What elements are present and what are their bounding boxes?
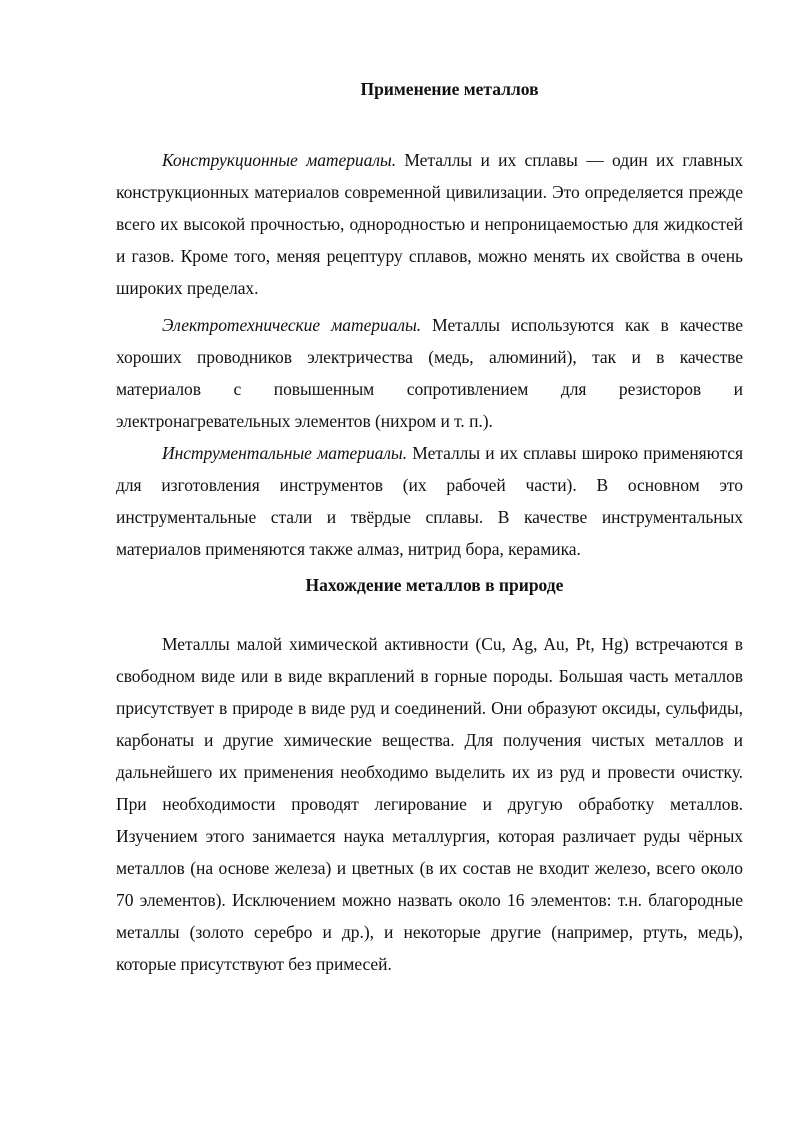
paragraph-text-structural: Металлы и их сплавы — один их главных конструкционных материалов современной цивилизации. Это определяется прежде всего их высокой прочностью, однородностью и непроницаемостью для жидкостей и газов. Кроме того, меняя рецептуру сплавов, можно менять их свойства в очень широких пределах.: [116, 150, 743, 298]
document-body: [116, 74, 743, 980]
paragraph-lead-electrical: Электротехнические материалы.: [162, 315, 422, 335]
paragraph-lead-structural: Конструкционные материалы.: [162, 150, 397, 170]
paragraph-metals-in-nature: Металлы малой химической активности (Cu, Ag, Au, Pt, Hg) встречаются в свободном виде или в виде вкраплений в горные породы. Большая часть металлов присутствует в природе в виде руд и соединений. Они образуют оксиды, сульфиды, карбонаты и другие химические вещества. Для получения чистых металлов и дальнейшего их применения необходимо выделить их из руд и провести очистку. При необходимости проводят легирование и другую обработку металлов. Изучением этого занимается наука металлургия, которая различает руды чёрных металлов (на основе железа) и цветных (в их состав не входит железо, всего около 70 элементов). Исключением можно назвать около 16 элементов: т.н. благородные металлы (золото серебро и др.), и некоторые другие (например, ртуть, медь), которые присутствуют без примесей.: [116, 634, 743, 974]
paragraph-structural-materials: [116, 144, 743, 304]
section-title-metals-in-nature: Нахождение металлов в природе: [305, 575, 564, 595]
title-spacer: [116, 104, 743, 144]
section-title-metal-applications: Применение металлов: [360, 79, 539, 99]
paragraph-electrical-materials: [116, 309, 743, 437]
paragraph-lead-tool: Инструментальные материалы.: [162, 443, 408, 463]
paragraph-tool-materials: [116, 437, 743, 565]
paragraph-text-electrical: Металлы используются как в качестве хороших проводников электричества (медь, алюминий), так и в качестве материалов с повышенным сопротивлением для резисторов и электронагревательных элементов (нихром и т. п.).: [116, 315, 743, 431]
paragraph-text-tool: Металлы и их сплавы широко применяются для изготовления инструментов (их рабочей части). В основном это инструментальные стали и твёрдые сплавы. В качестве инструментальных материалов применяются также алмаз, нитрид бора, керамика.: [116, 443, 743, 559]
